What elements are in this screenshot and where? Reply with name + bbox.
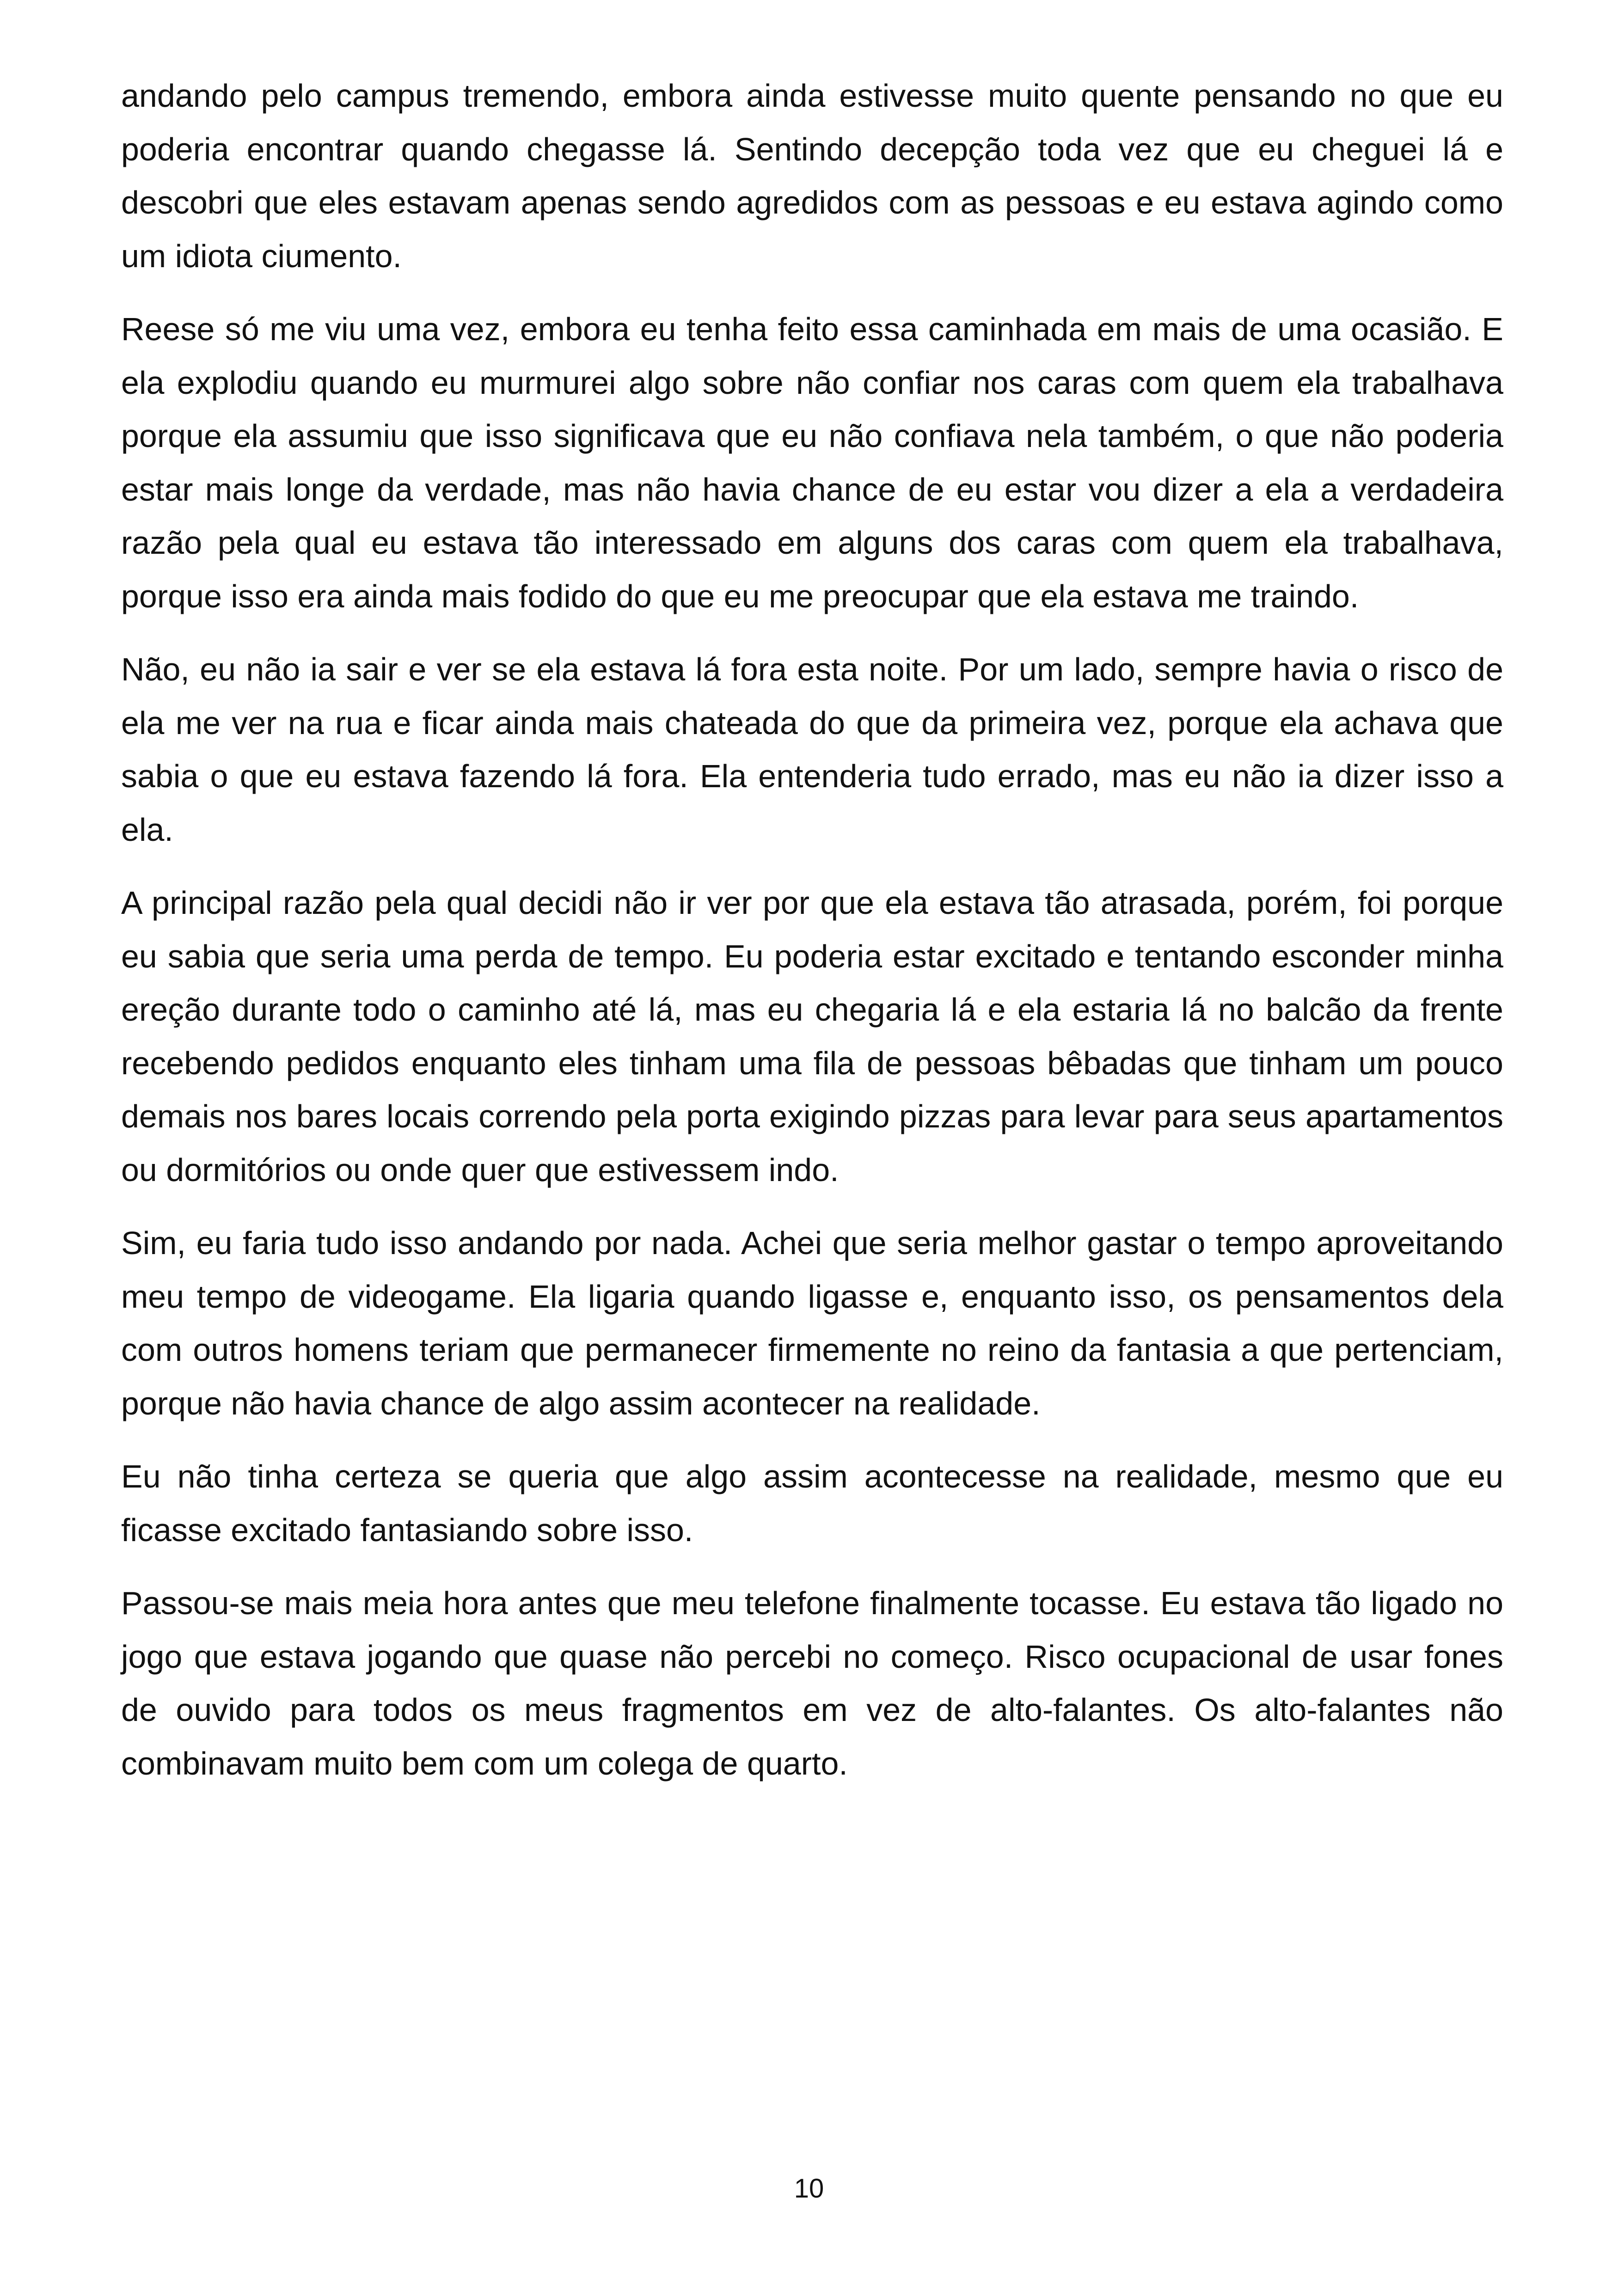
paragraph-2: Reese só me viu uma vez, embora eu tenha feito essa caminhada em mais de uma ocasião. E ela explodiu quando eu murmurei algo sobre não confiar nos caras com quem ela trabalhava porque ela assumiu que isso significava que eu não confiava nela também, o que não poderia estar mais longe da verdade, mas não havia chance de eu estar vou dizer a ela a verdadeira razão pela qual eu estava tão interessado em alguns dos caras com quem ela trabalhava, porque isso era ainda mais fodido do que eu me preocupar que ela estava me traindo.	[121, 311, 1503, 614]
paragraph-5: Sim, eu faria tudo isso andando por nada. Achei que seria melhor gastar o tempo aproveitando meu tempo de videogame. Ela ligaria quando ligasse e, enquanto isso, os pensamentos dela com outros homens teriam que permanecer firmemente no reino da fantasia a que pertenciam, porque não havia chance de algo assim acontecer na realidade.	[121, 1225, 1503, 1421]
paragraph-7: Passou-se mais meia hora antes que meu telefone finalmente tocasse. Eu estava tão ligado no jogo que estava jogando que quase não percebi no começo. Risco ocupacional de usar fones de ouvido para todos os meus fragmentos em vez de alto-falantes. Os alto-falantes não combinavam muito bem com um colega de quarto.	[121, 1585, 1503, 1782]
page-number: 10	[794, 2174, 824, 2204]
paragraph-3: Não, eu não ia sair e ver se ela estava lá fora esta noite. Por um lado, sempre havia o risco de ela me ver na rua e ficar ainda mais chateada do que da primeira vez, porque ela achava que sabia o que eu estava fazendo lá fora. Ela entenderia tudo errado, mas eu não ia dizer isso a ela.	[121, 651, 1503, 848]
paragraph-1: andando pelo campus tremendo, embora ainda estivesse muito quente pensando no que eu poderia encontrar quando chegasse lá. Sentindo decepção toda vez que eu cheguei lá e descobri que eles estavam apenas sendo agredidos com as pessoas e eu estava agindo como um idiota ciumento.	[121, 78, 1503, 274]
paragraph-4: A principal razão pela qual decidi não ir ver por que ela estava tão atrasada, porém, foi porque eu sabia que seria uma perda de tempo. Eu poderia estar excitado e tentando esconder minha ereção durante todo o caminho até lá, mas eu chegaria lá e ela estaria lá no balcão da frente recebendo pedidos enquanto eles tinham uma fila de pessoas bêbadas que tinham um pouco demais nos bares locais correndo pela porta exigindo pizzas para levar para seus apartamentos ou dormitórios ou onde quer que estivessem indo.	[121, 885, 1503, 1188]
paragraph-6: Eu não tinha certeza se queria que algo assim acontecesse na realidade, mesmo que eu ficasse excitado fantasiando sobre isso.	[121, 1458, 1503, 1548]
body-text	[121, 69, 1503, 1810]
